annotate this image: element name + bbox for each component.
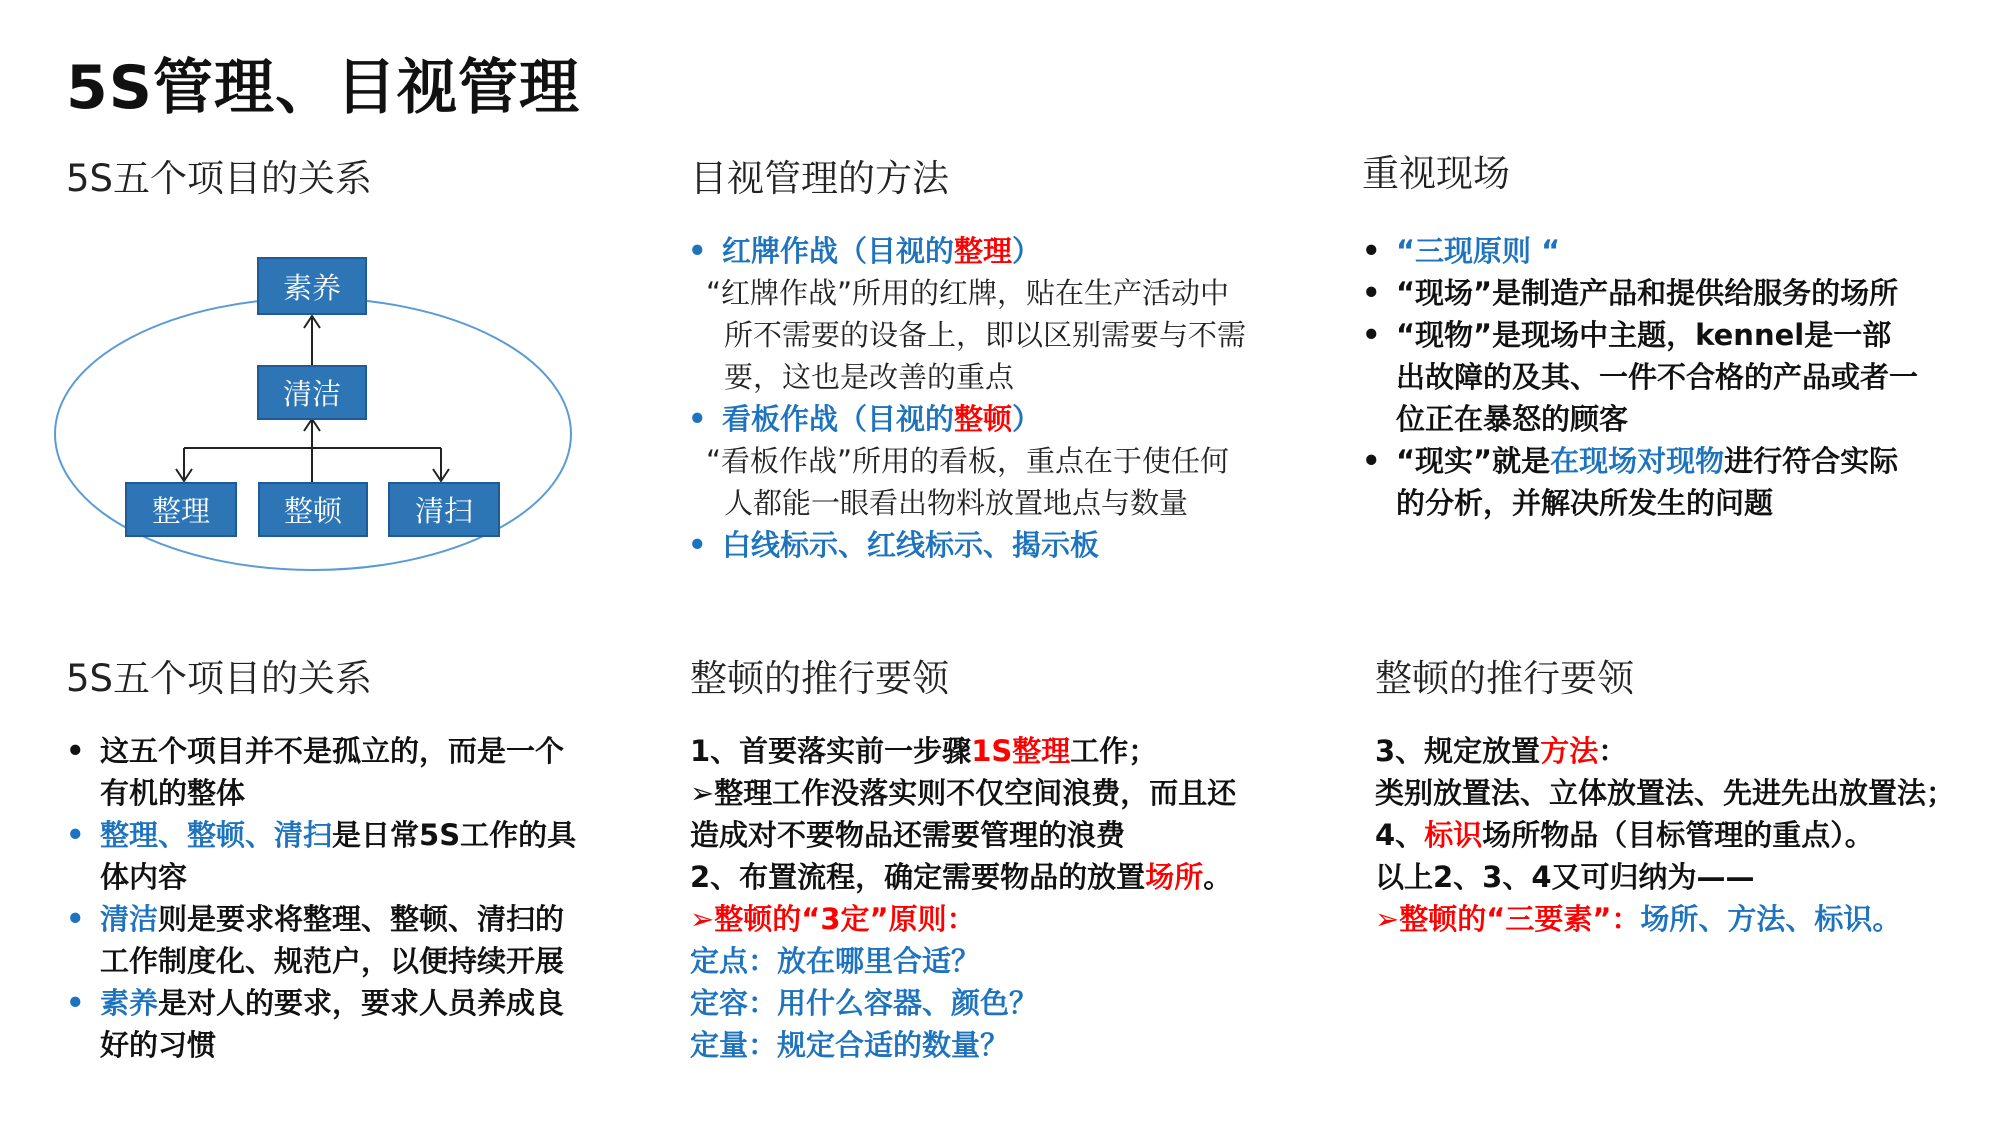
fixed-location: 定点：放在哪里合适？ (690, 944, 981, 978)
panel6-content (1375, 730, 1985, 940)
step-2: 2、布置流程，确定需要物品的放置场所。 (690, 860, 1233, 894)
node-suyang: 素养 (257, 257, 367, 315)
panel3-content (1362, 230, 1982, 524)
step-1-note-a: ➢整理工作没落实则不仅空间浪费，而且还 (690, 776, 1237, 810)
method-kanban: • 看板作战（目视的整顿） (688, 398, 1288, 440)
relation-bullet-1: • 这五个项目并不是孤立的，而是一个 有机的整体 (66, 730, 626, 814)
node-zhengli: 整理 (125, 482, 237, 537)
step-1-note-b: 造成对不要物品还需要管理的浪费 (690, 818, 1126, 852)
placement-methods: 类别放置法、立体放置法、先进先出放置法； (1375, 776, 1956, 810)
method-lines: • 白线标示、红线标示、揭示板 (688, 524, 1288, 566)
panel6-heading: 整顿的推行要领 (1375, 657, 1634, 700)
panel1-heading: 5S五个项目的关系 (66, 157, 373, 200)
node-qingjie: 清洁 (257, 365, 367, 420)
panel2-heading: 目视管理的方法 (690, 157, 949, 200)
panel4-heading: 5S五个项目的关系 (66, 657, 373, 700)
panel5-content (690, 730, 1310, 1066)
panel2-content (688, 230, 1288, 566)
panel5-heading: 整顿的推行要领 (690, 657, 949, 700)
page-title: 5S管理、目视管理 (66, 53, 580, 123)
relation-bullet-3: • 清洁则是要求将整理、整顿、清扫的 工作制度化、规范户，以便持续开展 (66, 898, 626, 982)
three-gen-principle: • “三现原则 “ (1362, 230, 1982, 272)
fixed-quantity: 定量：规定合适的数量？ (690, 1028, 1010, 1062)
node-qingsao: 清扫 (388, 482, 500, 537)
genba-item: • “现场”是制造产品和提供给服务的场所 (1362, 272, 1982, 314)
three-fixed-principle: ➢整顿的“3定”原则： (690, 902, 976, 936)
method-red-tag-desc: “红牌作战”所用的红牌，贴在生产活动中 所不需要的设备上，即以区别需要与不需 要，这也是改善的重点 (706, 276, 1247, 394)
relation-bullet-2: • 整理、整顿、清扫是日常5S工作的具 体内容 (66, 814, 626, 898)
panel3-heading: 重视现场 (1362, 152, 1510, 195)
panel4-content (66, 730, 626, 1066)
three-elements: ➢整顿的“三要素”：场所、方法、标识。 (1375, 902, 1902, 936)
method-kanban-desc: “看板作战”所用的看板，重点在于使任何 人都能一眼看出物料放置地点与数量 (706, 444, 1230, 520)
node-zhengdun: 整顿 (258, 482, 368, 537)
relation-bullet-4: • 素养是对人的要求，要求人员养成良 好的习惯 (66, 982, 626, 1066)
method-red-tag: • 红牌作战（目视的整理） (688, 230, 1288, 272)
step-4: 4、标识场所物品（目标管理的重点）。 (1375, 818, 1874, 852)
step-3: 3、规定放置方法： (1375, 734, 1628, 768)
genjitsu-item: • “现实”就是在现场对现物进行符合实际 的分析，并解决所发生的问题 (1362, 440, 1982, 524)
step-1: 1、首要落实前一步骤1S整理工作； (690, 734, 1158, 768)
genbutsu-item: • “现物”是现场中主题，kennel是一部 出故障的及其、一件不合格的产品或者一 位正在暴怒的顾客 (1362, 314, 1982, 440)
summary-line: 以上2、3、4又可归纳为—— (1375, 860, 1755, 894)
fixed-container: 定容：用什么容器、颜色？ (690, 986, 1039, 1020)
